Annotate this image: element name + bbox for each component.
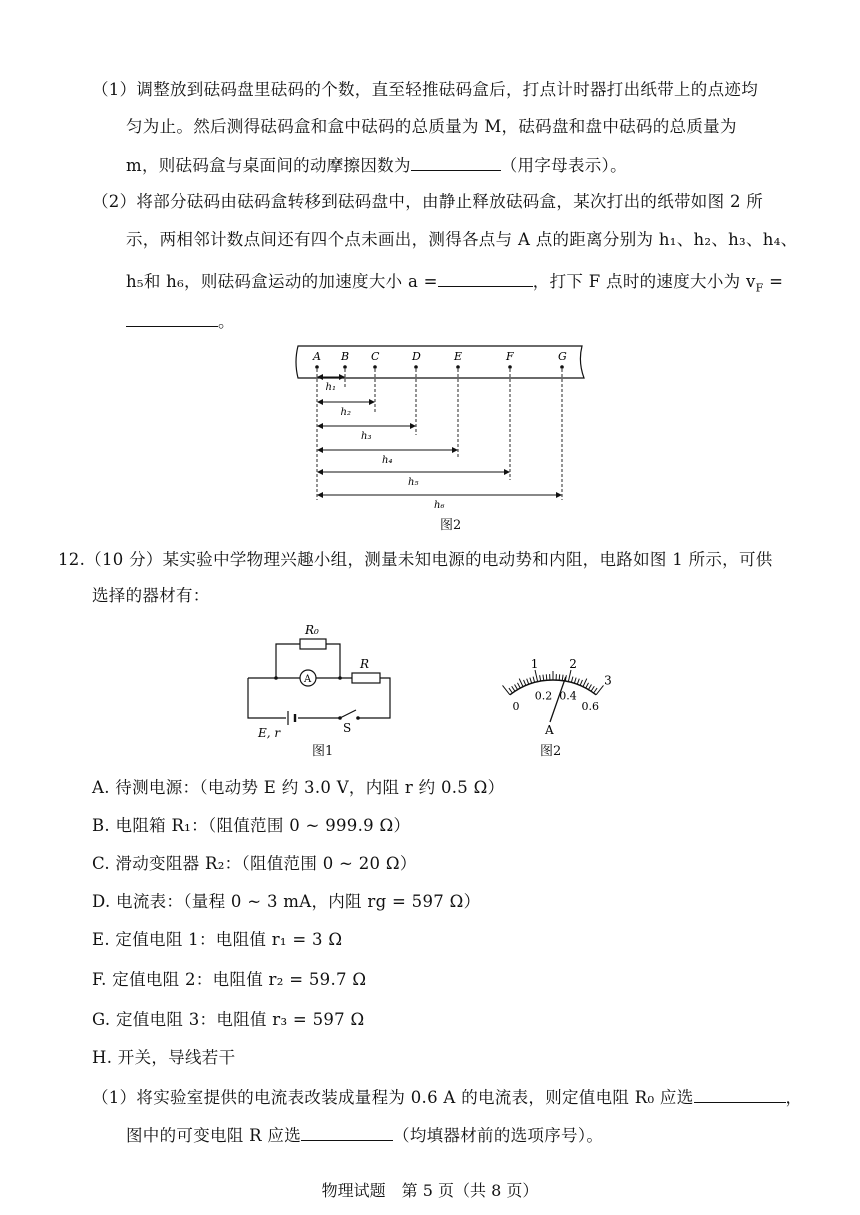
paper-tape-figure bbox=[290, 340, 590, 515]
dial-tick bbox=[568, 670, 571, 682]
equipment-item: E. 定值电阻 1：电阻值 r₁ = 3 Ω bbox=[92, 930, 343, 949]
tape-dot bbox=[343, 365, 347, 369]
q12-part1-text-c: 图中的可变电阻 R 应选 bbox=[126, 1126, 302, 1145]
q11-part2-line2: 示，两相邻计数点间还有四个点未画出，测得各点与 A 点的距离分别为 h₁、h₂、h₃、h₄、 bbox=[126, 230, 798, 249]
dial-tick bbox=[540, 675, 541, 681]
dial-top-label: 2 bbox=[569, 657, 577, 672]
q11-part2-text-a: h₅和 h₆，则砝码盒运动的加速度大小 a = bbox=[126, 272, 438, 291]
tape-dot bbox=[560, 365, 564, 369]
dial-bottom-label: 0.6 bbox=[581, 699, 599, 713]
dimension-label: h₃ bbox=[361, 431, 372, 442]
meter-caption: 图2 bbox=[540, 744, 562, 759]
dial-tick bbox=[535, 670, 538, 682]
dial-tick bbox=[577, 679, 579, 685]
q12-part1-text-b: ， bbox=[785, 1088, 803, 1107]
dial-tick bbox=[515, 684, 518, 689]
tape-dot bbox=[373, 365, 377, 369]
dial-tick bbox=[580, 680, 582, 686]
q11-part1-text-b: （用字母表示）。 bbox=[500, 156, 627, 175]
equipment-item: G. 定值电阻 3：电阻值 r₃ = 597 Ω bbox=[92, 1010, 365, 1029]
dial-tick bbox=[591, 686, 594, 691]
dial-tick bbox=[509, 688, 512, 693]
tape-dot bbox=[508, 365, 512, 369]
answer-blank bbox=[438, 268, 533, 287]
answer-blank bbox=[411, 152, 501, 171]
tape-dot bbox=[414, 365, 418, 369]
dial-bottom-label: 0.2 bbox=[534, 689, 553, 703]
r0-label: R₀ bbox=[305, 623, 319, 637]
q12-head-line1: 12.（10 分）某实验中学物理兴趣小组，测量未知电源的电动势和内阻，电路如图 1 所示，可供 bbox=[58, 550, 773, 569]
dial-tick bbox=[562, 675, 563, 681]
pointer-label: A bbox=[545, 723, 554, 737]
q12-part1-text-d: （均填器材前的选项序号）。 bbox=[393, 1126, 604, 1145]
source-label: E, r bbox=[258, 726, 281, 740]
dial-tick bbox=[546, 674, 547, 680]
tape-point-label: A bbox=[313, 350, 321, 363]
dial-tick bbox=[559, 674, 560, 680]
tape-outline bbox=[296, 346, 584, 378]
q11-part2-text-d: 。 bbox=[218, 312, 235, 331]
dimension-label: h₄ bbox=[382, 455, 393, 466]
equipment-item: D. 电流表：（量程 0 ~ 3 mA，内阻 rg = 597 Ω） bbox=[92, 892, 481, 911]
dial-tick bbox=[583, 679, 587, 687]
q11-part1-line1: （1）调整放到砝码盘里砝码的个数，直至轻推砝码盒后，打点计时器打出纸带上的点迹均 bbox=[92, 80, 758, 99]
q11-part2-text-c: = bbox=[763, 272, 784, 291]
dial-tick bbox=[586, 683, 589, 688]
tape-point-label: G bbox=[558, 350, 567, 363]
dial-tick bbox=[524, 680, 526, 686]
dial-top-label: 1 bbox=[530, 657, 539, 672]
tape-point-label: D bbox=[412, 350, 421, 363]
dial-tick bbox=[530, 678, 532, 684]
ammeter-dial bbox=[458, 630, 648, 740]
circuit-caption: 图1 bbox=[312, 744, 334, 759]
dial-tick bbox=[596, 685, 603, 694]
q11-part2-line4 bbox=[126, 308, 235, 334]
dial-tick bbox=[574, 678, 576, 684]
q12-part1-line1 bbox=[92, 1084, 802, 1110]
answer-blank bbox=[694, 1084, 786, 1103]
q11-part1-line2: 匀为止。然后测得砝码盒和盒中砝码的总质量为 M，砝码盘和盘中砝码的总质量为 bbox=[126, 117, 737, 136]
tape-point-label: C bbox=[371, 350, 380, 363]
q11-part1-text-a: m，则砝码盒与桌面间的动摩擦因数为 bbox=[126, 156, 411, 175]
dimension-label: h₅ bbox=[408, 477, 419, 488]
q11-part2-text-b: ，打下 F 点时的速度大小为 v bbox=[532, 272, 756, 291]
dial-tick bbox=[519, 679, 523, 687]
dial-tick bbox=[517, 683, 520, 688]
dimension-label: h₂ bbox=[340, 407, 351, 418]
dial-tick bbox=[543, 675, 544, 681]
switch-label: S bbox=[343, 721, 352, 735]
q11-part2-line3 bbox=[126, 268, 783, 300]
tape-dot bbox=[456, 365, 460, 369]
tape-point-label: B bbox=[341, 350, 350, 363]
dial-tick bbox=[512, 686, 515, 691]
circuit-diagram bbox=[240, 618, 400, 758]
q12-part1-line2 bbox=[126, 1122, 603, 1148]
dial-bottom-label: 0.4 bbox=[559, 689, 577, 703]
answer-blank bbox=[126, 308, 218, 327]
tape-dot bbox=[315, 365, 319, 369]
tape-point-label: F bbox=[506, 350, 514, 363]
equipment-item: A. 待测电源：（电动势 E 约 3.0 V，内阻 r 约 0.5 Ω） bbox=[92, 778, 505, 797]
dial-tick bbox=[527, 679, 529, 685]
answer-blank bbox=[301, 1122, 393, 1141]
page-footer: 物理试题 第 5 页（共 8 页） bbox=[321, 1181, 539, 1200]
dimension-label: h₆ bbox=[434, 500, 445, 511]
q11-part2-line1: （2）将部分砝码由砝码盒转移到砝码盘中，由静止释放砝码盒，某次打出的纸带如图 2 所 bbox=[92, 192, 764, 211]
q11-part1-line3 bbox=[126, 152, 627, 178]
dial-tick bbox=[571, 677, 573, 683]
dial-tick bbox=[588, 684, 591, 689]
dial-top-label: 3 bbox=[604, 673, 612, 688]
r-label: R bbox=[360, 657, 370, 671]
dial-tick bbox=[594, 688, 597, 693]
equipment-item: B. 电阻箱 R₁：（阻值范围 0 ~ 999.9 Ω） bbox=[92, 816, 411, 835]
q12-part1-text-a: （1）将实验室提供的电流表改装成量程为 0.6 A 的电流表，则定值电阻 R₀ 应选 bbox=[92, 1088, 694, 1107]
q11-part2-subscript: F bbox=[755, 281, 764, 295]
dial-tick bbox=[503, 685, 510, 694]
dial-tick bbox=[533, 677, 535, 683]
dial-arc bbox=[510, 680, 596, 695]
tape-figure-caption: 图2 bbox=[440, 518, 462, 533]
dimension-label: h₁ bbox=[325, 382, 336, 393]
ammeter-label: A bbox=[304, 674, 312, 685]
tape-point-label: E bbox=[454, 350, 463, 363]
equipment-item: F. 定值电阻 2：电阻值 r₂ = 59.7 Ω bbox=[92, 970, 367, 989]
equipment-item: C. 滑动变阻器 R₂：（阻值范围 0 ~ 20 Ω） bbox=[92, 854, 417, 873]
q12-head-line2: 选择的器材有： bbox=[92, 586, 210, 605]
dial-bottom-label: 0 bbox=[512, 699, 520, 713]
equipment-item: H. 开关，导线若干 bbox=[92, 1048, 236, 1067]
